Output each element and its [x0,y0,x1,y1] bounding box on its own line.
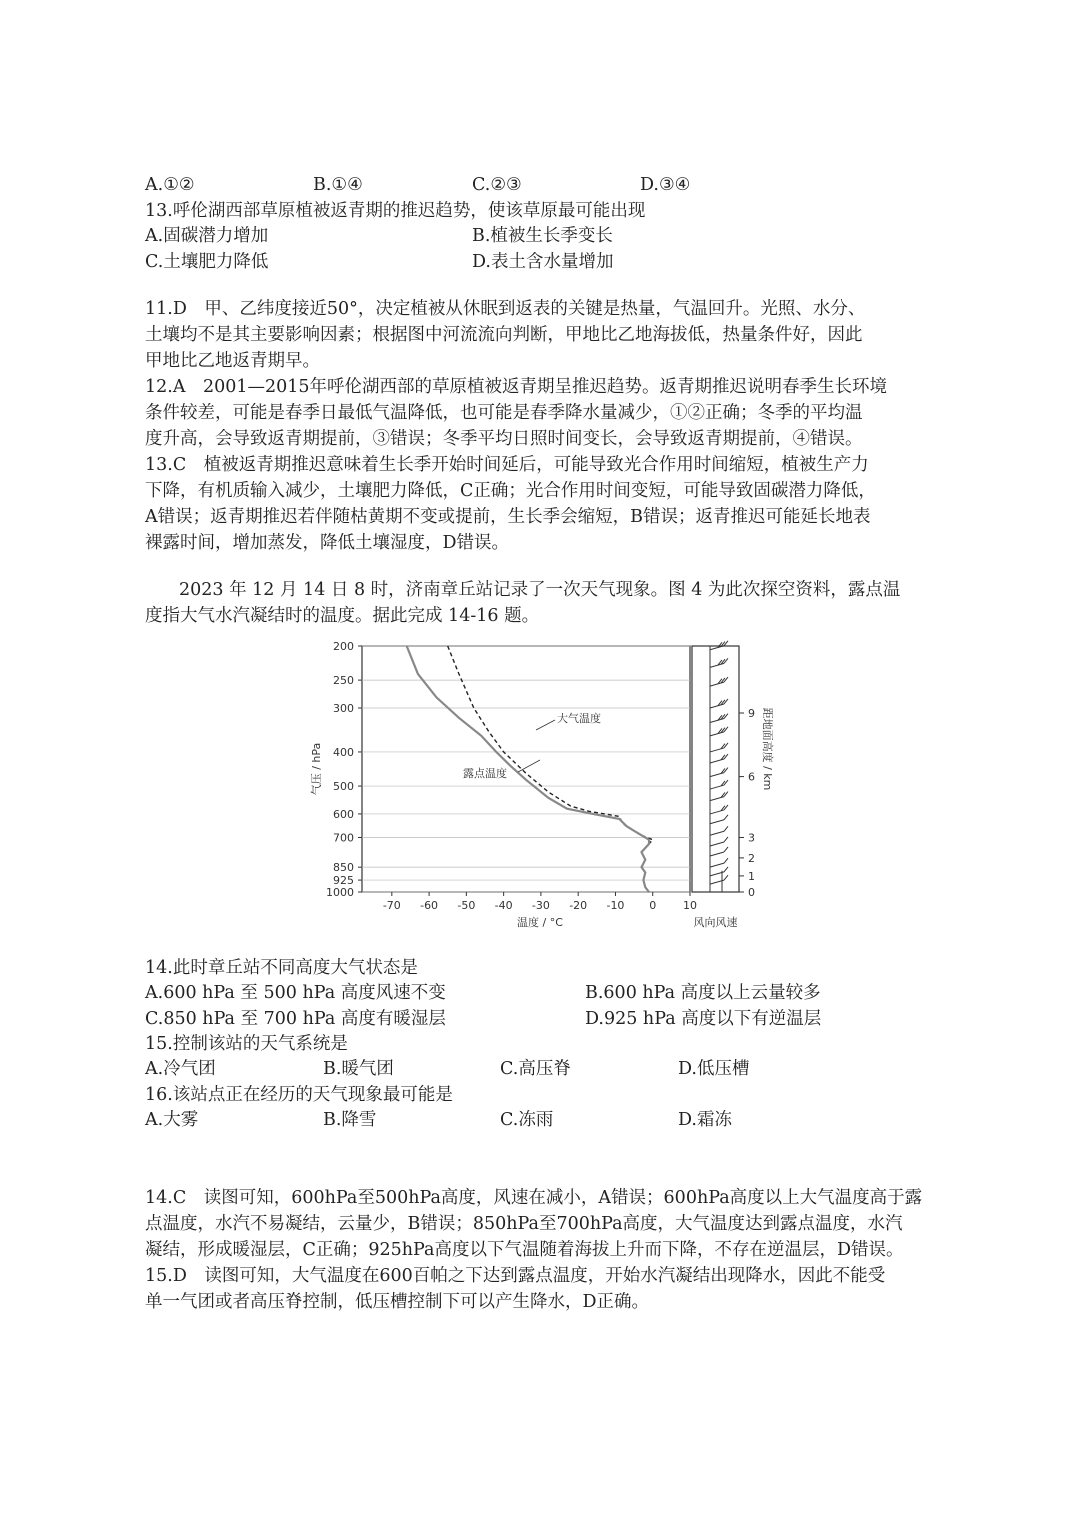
right-tick-label: 0 [748,886,755,899]
wind-barb-shaft [710,831,724,835]
answer-line: 下降，有机质输入减少，土壤肥力降低，C正确；光合作用时间变短，可能导致固碳潜力降低， [145,481,876,501]
sounding-chart [300,632,774,932]
wind-barb [710,792,728,801]
answer-line: 15.D 读图可知，大气温度在600百帕之下达到露点温度，开始水汽凝结出现降水，因此不能受 [145,1266,886,1286]
answer-line: 13.C 植被返青期推迟意味着生长季开始时间延后，可能导致光合作用时间缩短，植被生产力 [145,455,869,475]
wind-barb-shaft [710,663,724,667]
wind-barb-shaft [710,719,724,723]
q16-option-d: D.霜冻 [678,1110,732,1130]
air-temperature-leader [536,720,555,730]
q13-option-a: A.固碳潜力增加 [145,226,269,246]
wind-barb-shaft [710,759,724,763]
wind-barb-shaft [710,842,724,846]
q14-option-d: D.925 hPa 高度以下有逆温层 [585,1009,822,1029]
wind-barb-shaft [710,748,724,752]
y-tick-label: 400 [333,745,354,759]
wind-barb [710,768,728,777]
wind-barb-feather [724,826,728,831]
wind-barb [710,658,728,667]
x-tick-label: -30 [531,899,550,912]
wind-panel-frame [692,646,739,892]
x-tick-label: -40 [494,899,513,912]
wind-barb [710,815,728,824]
q14-stem: 14.此时章丘站不同高度大气状态是 [145,958,418,978]
q13-stem: 13.呼伦湖西部草原植被返青期的推迟趋势，使该草原最可能出现 [145,201,646,221]
q12-option-b: B.①④ [313,175,363,195]
answer-line: 点温度，水汽不易凝结，云量少，B错误；850hPa至700hPa高度，大气温度达到露点温度，水汽 [145,1214,903,1234]
right-tick-label: 1 [748,869,755,883]
answer-line: A错误；返青期推迟若伴随枯黄期不变或提前，生长季会缩短，B错误；返青推迟可能延长地表 [145,507,871,527]
answer-line: 凝结，形成暖湿层，C正确；925hPa高度以下气温随着海拔上升而下降，不存在逆温层，D错误。 [145,1240,904,1260]
q12-option-c: C.②③ [472,175,522,195]
sounding-chart-svg [300,632,774,932]
q16-stem: 16.该站点正在经历的天气现象最可能是 [145,1085,453,1105]
answer-line: 14.C 读图可知，600hPa至500hPa高度，风速在减小，A错误；600hPa高度以上大气温度高于露 [145,1188,923,1208]
dew-point-label: 露点温度 [463,767,507,780]
wind-barb [710,837,728,846]
q15-stem: 15.控制该站的天气系统是 [145,1034,348,1054]
q16-option-b: B.降雪 [323,1110,377,1130]
q16-option-a: A.大雾 [145,1110,199,1130]
q13-option-b: B.植被生长季变长 [472,226,613,246]
wind-barb-feather [724,875,728,880]
x-tick-label: -50 [457,899,476,912]
q14-option-b: B.600 hPa 高度以上云量较多 [585,983,821,1003]
wind-barb-feather [724,837,728,842]
wind-barb [710,875,728,884]
intro-paragraph [145,577,945,629]
q16-option-c: C.冻雨 [500,1110,554,1130]
y-tick-label: 1000 [326,886,354,899]
wind-barb-feather [724,815,728,820]
q14-option-a: A.600 hPa 至 500 hPa 高度风速不变 [145,983,446,1003]
wind-barb-shaft [710,852,724,856]
wind-barb-feather [724,847,728,852]
y-tick-label: 700 [333,831,354,845]
wind-barb-shaft [710,773,724,777]
x-tick-label: -10 [606,899,625,912]
dew-point-line [407,646,649,892]
dew-point-leader [518,760,540,772]
wind-barb [710,641,728,650]
wind-barb [710,847,728,856]
x-tick-label: -60 [420,899,439,912]
wind-barb [710,727,728,736]
answer-line: 条件较差，可能是春季日最低气温降低，也可能是春季降水量减少，①②正确；冬季的平均温 [145,403,863,423]
wind-barb-shaft [710,732,724,736]
answer-line: 裸露时间，增加蒸发，降低土壤湿度，D错误。 [145,533,510,553]
wind-barb [710,826,728,835]
wind-barb [710,867,728,876]
wind-barb [710,805,728,814]
y-tick-label: 200 [333,640,354,653]
plot-frame [362,646,690,892]
air-temperature-label: 大气温度 [557,712,601,725]
wind-barb [710,743,728,752]
q12-option-a: A.①② [145,175,195,195]
wind-barb-shaft [710,810,724,814]
answers-11-13 [145,296,945,556]
x-tick-label: 0 [649,899,657,912]
intro-line: 度指大气水汽凝结时的温度。据此完成 14-16 题。 [145,606,540,626]
answer-line: 11.D 甲、乙纬度接近50°，决定植被从休眠到返表的关键是热量，气温回升。光照、水分、 [145,299,866,319]
wind-panel-label: 风向风速 [693,916,738,929]
wind-barb-shaft [710,797,724,801]
q13-option-c: C.土壤肥力降低 [145,252,269,272]
y-tick-label: 500 [333,780,354,794]
y-tick-label: 250 [333,674,354,688]
answer-line: 12.A 2001—2015年呼伦湖西部的草原植被返青期呈推迟趋势。返青期推迟说明春季生长环境 [145,377,888,397]
wind-barb-feather [724,867,728,872]
answer-line: 度升高，会导致返青期提前，③错误；冬季平均日照时间变长，会导致返青期提前，④错误。 [145,429,863,449]
wind-barb-shaft [710,820,724,824]
q14-option-c: C.850 hPa 至 700 hPa 高度有暖湿层 [145,1009,446,1029]
q15-option-d: D.低压槽 [678,1059,750,1079]
answer-line: 土壤均不是其主要影响因素；根据图中河流流向判断，甲地比乙地海拔低，热量条件好，因此 [145,325,863,345]
x-tick-label: 10 [683,899,697,912]
q15-option-b: B.暖气团 [323,1059,394,1079]
wind-surface-line [722,871,735,892]
right-tick-label: 2 [748,851,755,865]
answers-14-15 [145,1185,945,1315]
y-tick-label: 600 [333,807,354,821]
wind-barb-shaft [710,682,724,686]
wind-barb-shaft [710,704,724,708]
answer-line: 单一气团或者高压脊控制，低压槽控制下可以产生降水，D正确。 [145,1292,650,1312]
wind-barb [710,714,728,723]
right-axis-label: 距地面高度 / km [761,707,774,791]
right-tick-label: 6 [748,770,755,784]
q13-option-d: D.表土含水量增加 [472,252,614,272]
wind-barb-shaft [710,785,724,789]
x-tick-label: -70 [382,899,401,912]
y-tick-label: 300 [333,701,354,715]
wind-barb-shaft [710,863,724,867]
x-axis-label: 温度 / °C [517,916,563,929]
wind-barb [710,754,728,763]
y-tick-label: 850 [333,861,354,875]
intro-line: 2023 年 12 月 14 日 8 时，济南章丘站记录了一次天气现象。图 4 为此次探空资料，露点温 [179,580,901,600]
y-tick-label: 925 [333,874,354,888]
y-axis-label: 气压 / hPa [310,742,323,796]
wind-barb [710,699,728,708]
q12-option-d: D.③④ [640,175,691,195]
q15-option-a: A.冷气团 [145,1059,216,1079]
wind-barb [710,677,728,686]
wind-barb [710,858,728,867]
x-tick-label: -20 [569,899,588,912]
q15-option-c: C.高压脊 [500,1059,571,1079]
wind-barb [710,780,728,789]
wind-barb-feather [724,858,728,863]
right-tick-label: 3 [748,831,755,845]
right-tick-label: 9 [748,706,755,720]
answer-line: 甲地比乙地返青期早。 [145,351,320,371]
